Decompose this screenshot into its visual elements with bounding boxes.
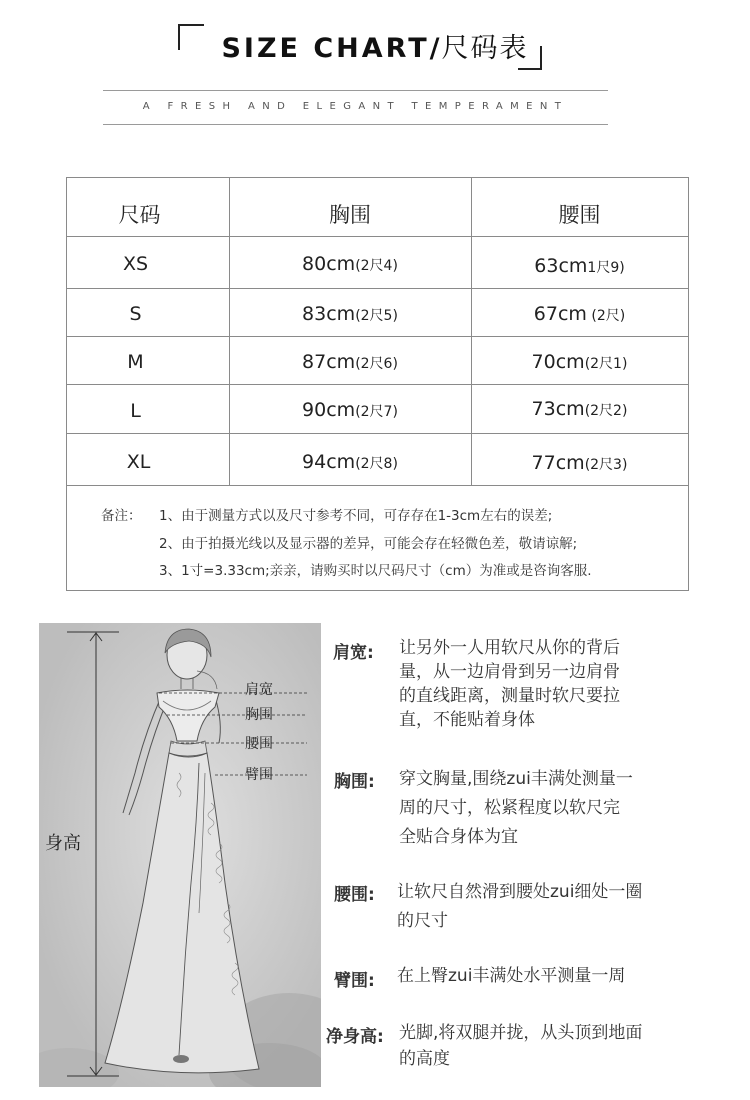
title-chinese: 尺码表 bbox=[441, 33, 529, 64]
bust-value: 90cm bbox=[302, 399, 356, 421]
note-line: 2、由于拍摄光线以及显示器的差异，可能会存在轻微色差，敬请谅解; bbox=[159, 536, 578, 552]
table-row-bust bbox=[229, 255, 471, 274]
description-line: 量，从一边肩骨到另一边肩骨 bbox=[399, 662, 620, 682]
measurement-illustration bbox=[39, 623, 321, 1087]
label-height: 身高 bbox=[45, 833, 81, 854]
waist-value: 77cm bbox=[531, 452, 585, 474]
height-description bbox=[399, 1020, 642, 1072]
bust-note: (2尺4) bbox=[355, 258, 398, 274]
bust-note: (2尺5) bbox=[355, 308, 398, 324]
title-english: SIZE CHART bbox=[221, 33, 430, 64]
bust-value: 80cm bbox=[302, 253, 356, 275]
bust-value: 94cm bbox=[302, 451, 356, 473]
waist-description bbox=[397, 878, 642, 936]
bust-value: 83cm bbox=[302, 303, 356, 325]
row-divider bbox=[67, 236, 688, 237]
table-row-bust bbox=[229, 353, 471, 372]
arm-label: 臂围: bbox=[334, 971, 375, 991]
description-line: 光脚,将双腿并拢，从头顶到地面 bbox=[399, 1023, 643, 1043]
row-divider bbox=[67, 336, 688, 337]
note-line: 3、1寸=3.33cm;亲亲，请购买时以尺码尺寸（cm）为准或是咨询客服. bbox=[159, 563, 592, 579]
waist-note: (2尺) bbox=[586, 308, 626, 324]
arm-description bbox=[397, 964, 625, 988]
bust-note: (2尺6) bbox=[355, 356, 398, 372]
table-row-size: XS bbox=[122, 253, 149, 275]
description-line: 的尺寸 bbox=[397, 911, 448, 931]
divider-bottom bbox=[103, 124, 608, 125]
title-separator: / bbox=[429, 33, 442, 64]
description-line: 穿文胸量,围绕zui丰满处测量一 bbox=[399, 769, 633, 789]
description-line: 的高度 bbox=[399, 1049, 450, 1069]
description-line: 全贴合身体为宜 bbox=[399, 827, 518, 847]
table-row-waist bbox=[471, 454, 688, 473]
waist-value: 63cm bbox=[534, 255, 588, 277]
notes-label: 备注： bbox=[101, 508, 142, 524]
size-table bbox=[66, 177, 689, 591]
waist-value: 67cm bbox=[533, 303, 587, 325]
table-row-size: M bbox=[127, 351, 144, 373]
table-row-waist bbox=[471, 305, 688, 324]
label-waist: 腰围 bbox=[245, 736, 273, 752]
waist-value: 70cm bbox=[531, 351, 585, 373]
table-row-bust bbox=[229, 305, 471, 324]
table-row-bust bbox=[229, 401, 471, 420]
row-divider bbox=[67, 485, 688, 486]
divider-top bbox=[103, 90, 608, 91]
bust-description bbox=[399, 765, 633, 852]
height-label: 净身高: bbox=[326, 1027, 384, 1047]
waist-note: (2尺2) bbox=[584, 403, 628, 419]
table-row-size: S bbox=[129, 303, 142, 325]
description-line: 让另外一人用软尺从你的背后 bbox=[399, 638, 620, 658]
tagline: A FRESH AND ELEGANT TEMPERAMENT bbox=[142, 101, 569, 112]
header-size: 尺码 bbox=[118, 203, 161, 227]
header-bust: 胸围 bbox=[329, 203, 371, 227]
waist-note: (2尺3) bbox=[584, 457, 628, 473]
note-line: 1、由于测量方式以及尺寸参考不同，可存存在1-3cm左右的误差; bbox=[159, 508, 553, 524]
bust-note: (2尺8) bbox=[355, 456, 398, 472]
shoulder-description bbox=[399, 636, 620, 732]
shoulder-label: 肩宽: bbox=[333, 643, 374, 663]
table-row-size: XL bbox=[126, 451, 151, 473]
description-line: 让软尺自然滑到腰处zui细处一圈 bbox=[397, 882, 643, 902]
table-row-bust bbox=[229, 453, 471, 472]
description-line: 在上臀zui丰满处水平测量一周 bbox=[397, 966, 626, 986]
bust-label: 胸围: bbox=[334, 772, 375, 792]
label-arm: 臂围 bbox=[245, 767, 273, 783]
bust-value: 87cm bbox=[302, 351, 356, 373]
waist-note: (2尺1) bbox=[584, 356, 628, 372]
label-shoulder: 肩宽 bbox=[245, 682, 273, 698]
table-row-size: L bbox=[130, 400, 141, 422]
waist-label: 腰围: bbox=[334, 885, 375, 905]
table-row-waist bbox=[471, 257, 688, 276]
header-waist: 腰围 bbox=[558, 203, 601, 227]
description-line: 周的尺寸，松紧程度以软尺完 bbox=[399, 798, 620, 818]
label-bust: 胸围 bbox=[245, 707, 273, 723]
waist-note: 1尺9) bbox=[587, 260, 625, 276]
table-row-waist bbox=[471, 353, 688, 372]
row-divider bbox=[67, 433, 688, 434]
page-title bbox=[0, 26, 750, 65]
row-divider bbox=[67, 288, 688, 289]
dress-figure-sketch bbox=[39, 623, 321, 1087]
description-line: 的直线距离，测量时软尺要拉 bbox=[399, 686, 620, 706]
row-divider bbox=[67, 384, 688, 385]
bust-note: (2尺7) bbox=[355, 404, 398, 420]
waist-value: 73cm bbox=[531, 398, 585, 420]
description-line: 直，不能贴着身体 bbox=[399, 710, 535, 730]
table-row-waist bbox=[471, 400, 688, 419]
